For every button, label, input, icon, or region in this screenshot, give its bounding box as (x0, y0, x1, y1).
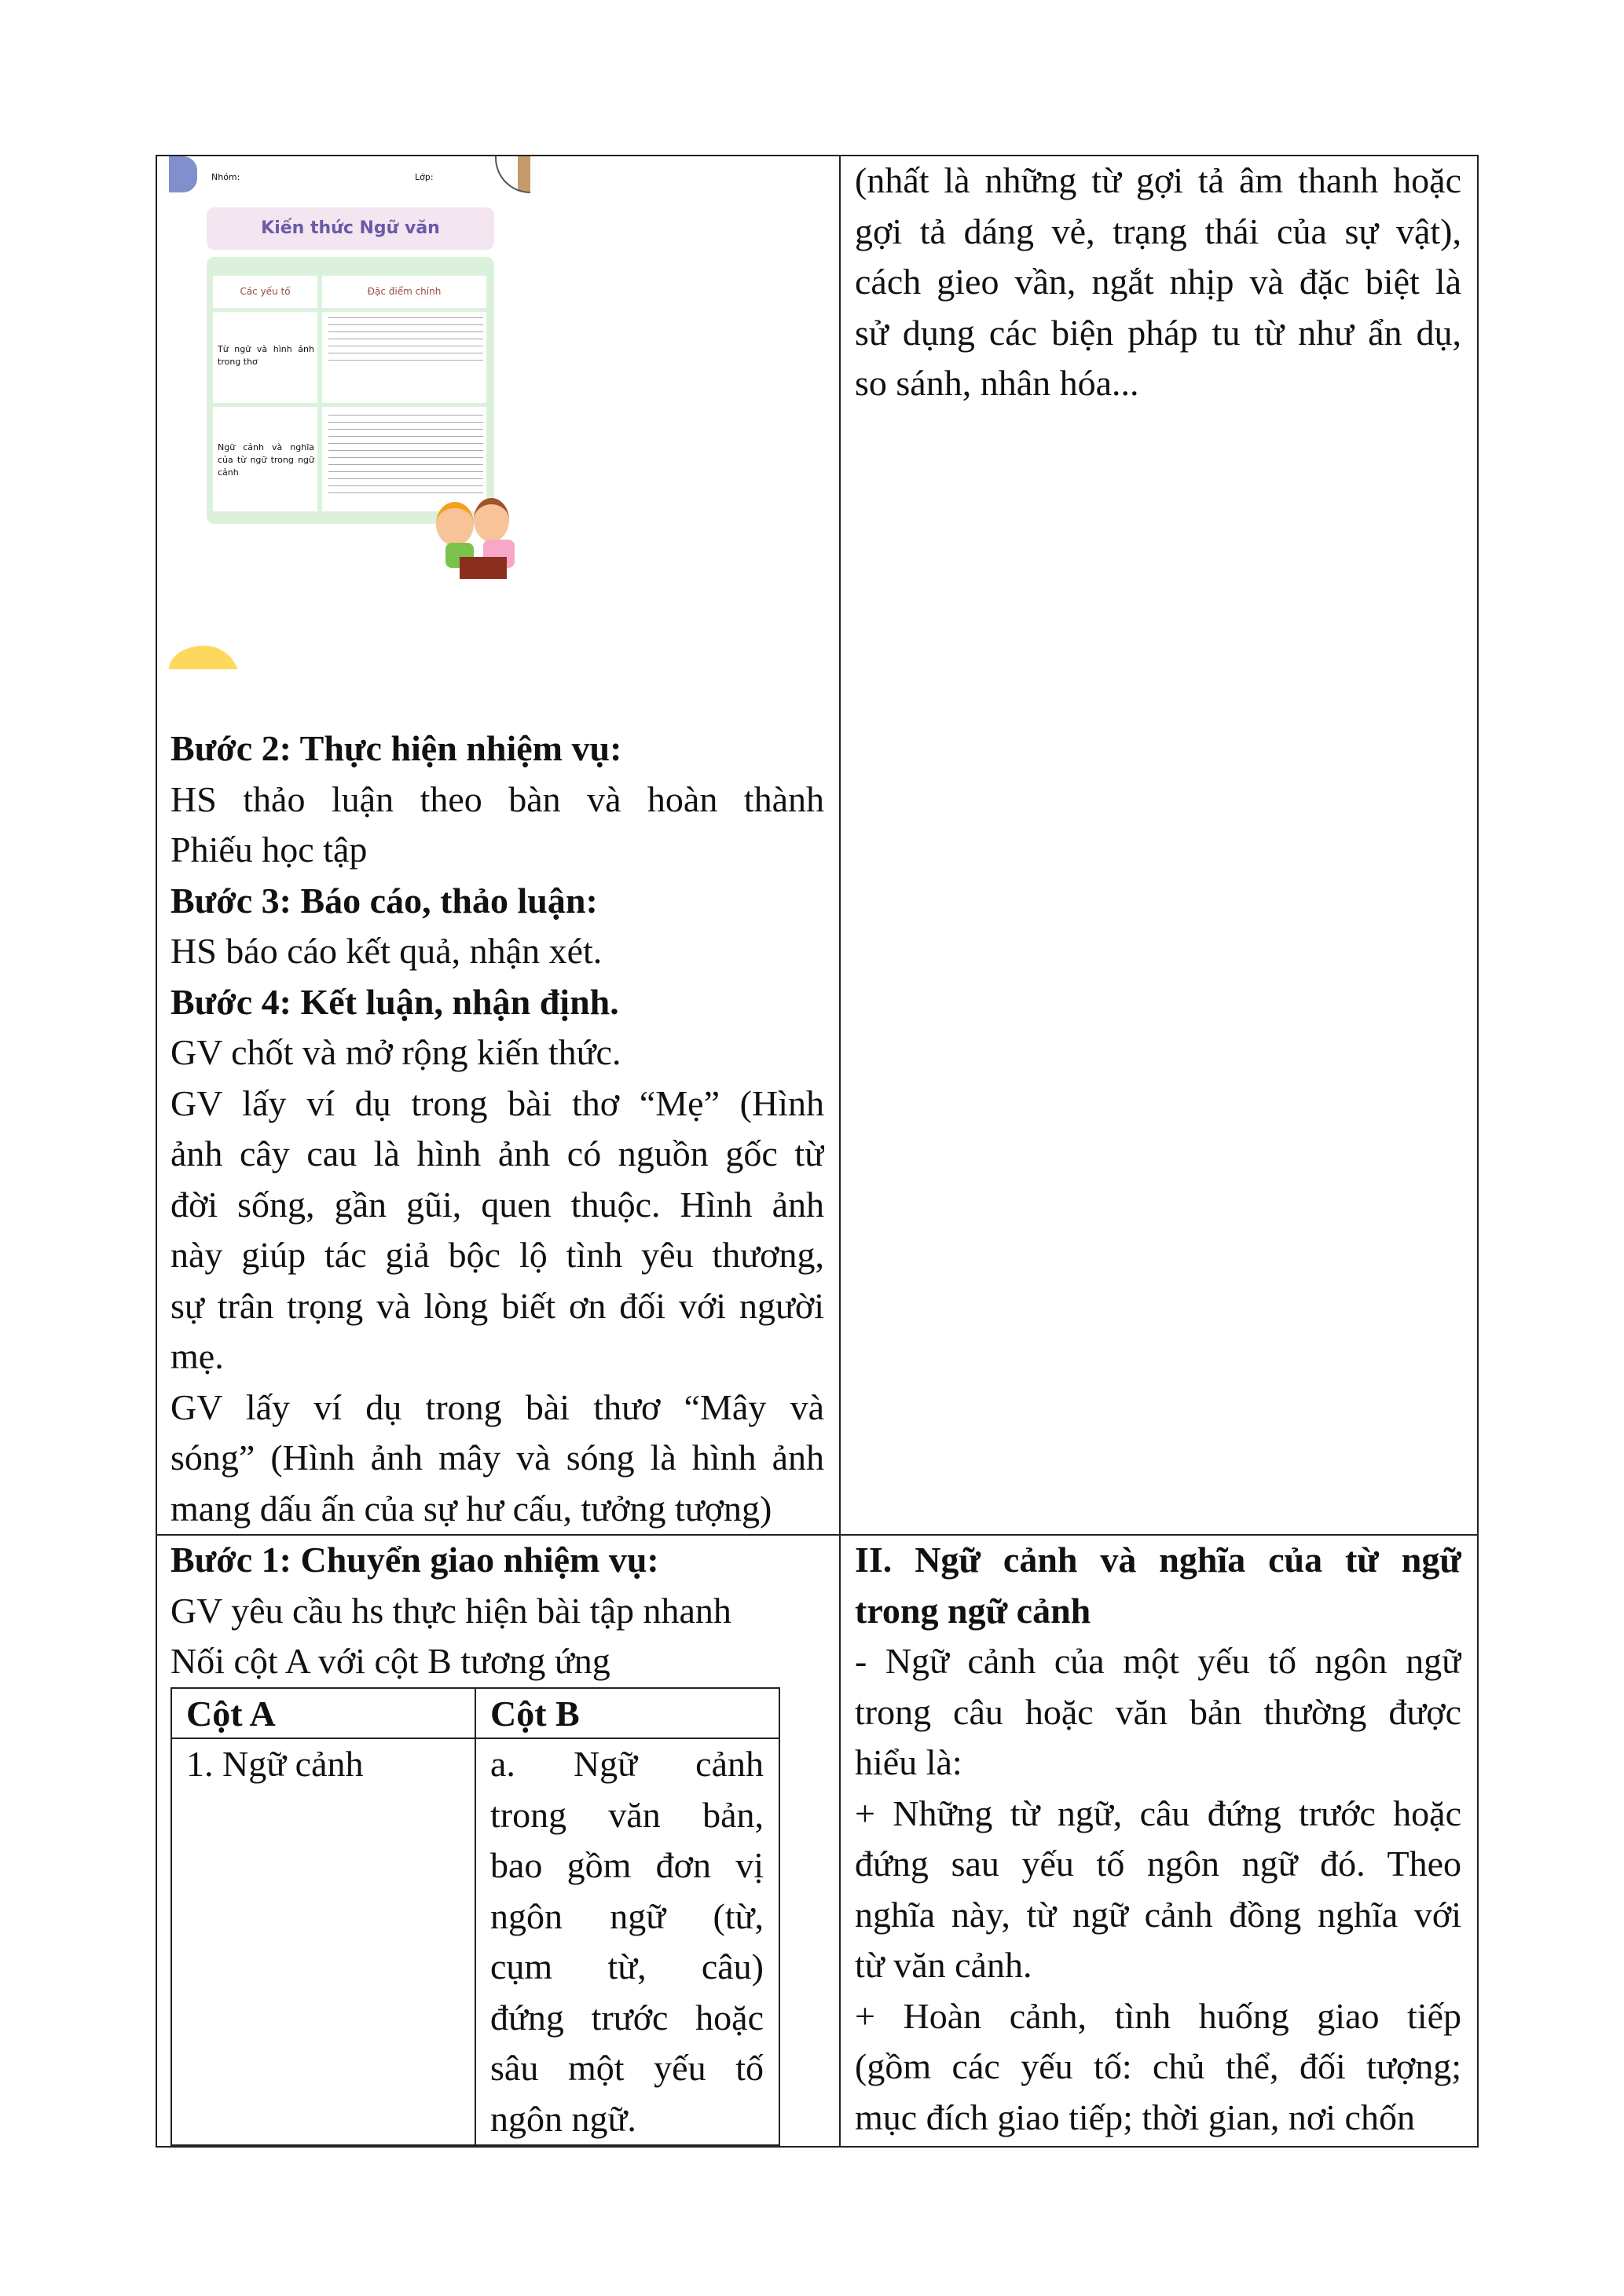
leaf-decoration-icon (495, 156, 530, 193)
heading-line: Bước 1: Chuyển giao nhiệm vụ: (170, 1540, 659, 1580)
text-line: ảnh cây cau là hình ảnh có nguồn gốc từ (170, 1133, 824, 1174)
table-border-bottom (156, 2146, 1479, 2148)
cell-line: sâu một yếu tố (490, 2048, 764, 2088)
text-line: trong câu hoặc văn bản thường được (855, 1691, 1461, 1732)
text-line: mẹ. (170, 1336, 224, 1376)
cell-line: đứng trước hoặc (490, 1997, 764, 2038)
text-line: HS thảo luận theo bàn và hoàn thành (170, 778, 824, 819)
text-line: Phiếu học tập (170, 829, 368, 870)
children-reading-illustration (428, 478, 530, 669)
flower-decoration-icon (169, 156, 197, 192)
text-line: gợi tả dáng vẻ, trạng thái của sự vật), (855, 211, 1461, 251)
text-line: hiểu là: (855, 1742, 962, 1782)
text-line: sử dụng các biện pháp tu từ như ẩn dụ, (855, 312, 1461, 353)
cell-line: a. Ngữ cảnh (490, 1744, 764, 1784)
top-right-cell-text (855, 156, 1461, 409)
text-line: GV yêu cầu hs thực hiện bài tập nhanh (170, 1590, 731, 1631)
cell-line: trong văn bản, (490, 1794, 764, 1835)
sun-decoration-icon (169, 646, 240, 669)
cell-line: 1. Ngữ cảnh (186, 1744, 364, 1784)
worksheet-row-label (213, 312, 317, 403)
heading-line: Bước 2: Thực hiện nhiệm vụ: (170, 728, 622, 768)
text-line: nghĩa này, từ ngữ cảnh đồng nghĩa với (855, 1894, 1461, 1935)
text-line: Nối cột A với cột B tương ứng (170, 1641, 610, 1681)
column-b-header: Cột B (490, 1694, 580, 1734)
worksheet-title: Kiến thức Ngữ văn (261, 218, 440, 238)
column-a-header: Cột A (186, 1694, 276, 1734)
bottom-left-cell-text (170, 1535, 824, 1687)
worksheet-header-text: Các yếu tố (240, 286, 291, 297)
heading-line: Bước 3: Báo cáo, thảo luận: (170, 880, 598, 921)
text-line: mang dấu ấn của sự hư cấu, tưởng tượng) (170, 1488, 772, 1529)
cell-line: bao gồm đơn vị (490, 1845, 764, 1885)
text-line: sóng” (Hình ảnh mây và sóng là hình ảnh (170, 1437, 824, 1478)
heading-line: Bước 4: Kết luận, nhận định. (170, 981, 619, 1022)
worksheet-image (169, 156, 530, 669)
text-line: so sánh, nhân hóa... (855, 363, 1139, 403)
table-border-center (839, 155, 841, 2148)
text-line: GV lấy ví dụ trong bài thươ “Mây và (170, 1386, 824, 1427)
text-line: GV chốt và mở rộng kiến thức. (170, 1032, 621, 1072)
text-line: cách gieo vần, ngắt nhịp và đặc biệt là (855, 262, 1461, 302)
worksheet-row-text: Từ ngữ và hình ảnh trong thơ (218, 344, 314, 367)
table-border-right (1477, 155, 1479, 2148)
text-line: - Ngữ cảnh của một yếu tố ngôn ngữ (855, 1641, 1461, 1681)
cell-line: cụm từ, câu) (490, 1946, 764, 1987)
heading-line: II. Ngữ cảnh và nghĩa của từ ngữ (855, 1540, 1461, 1580)
column-a-content (186, 1739, 461, 1790)
text-line: (nhất là những từ gợi tả âm thanh hoặc (855, 160, 1461, 200)
cell-line: ngôn ngữ (từ, (490, 1895, 764, 1936)
text-line: mục đích giao tiếp; thời gian, nơi chốn (855, 2096, 1415, 2137)
text-line: đời sống, gần gũi, quen thuộc. Hình ảnh (170, 1184, 824, 1225)
worksheet-row-label (213, 407, 317, 511)
worksheet-class-label: Lớp: (415, 172, 434, 182)
text-line: + Hoàn cảnh, tình huống giao tiếp (855, 1995, 1461, 2036)
text-line: sự trân trọng và lòng biết ơn đối với người (170, 1285, 824, 1326)
worksheet-group-label: Nhóm: (211, 172, 240, 182)
text-line: từ văn cảnh. (855, 1945, 1032, 1985)
table-border-left (156, 155, 157, 2148)
worksheet-row-text: Ngữ cảnh và nghĩa của từ ngữ trong ngữ cảnh (218, 442, 314, 478)
worksheet-header-elements (213, 276, 317, 308)
text-line: (gồm các yếu tố: chủ thể, đối tượng; (855, 2046, 1461, 2086)
heading-line: trong ngữ cảnh (855, 1590, 1091, 1631)
text-line: đứng sau yếu tố ngôn ngữ đó. Theo (855, 1844, 1461, 1884)
worksheet-answer-lines (322, 312, 486, 403)
bottom-right-cell-text (855, 1535, 1461, 2143)
text-line: này giúp tác giả bộc lộ tình yêu thương, (170, 1235, 824, 1275)
worksheet-header-features (322, 276, 486, 308)
text-line: + Những từ ngữ, câu đứng trước hoặc (855, 1792, 1461, 1833)
top-left-cell-text (170, 723, 824, 1534)
text-line: GV lấy ví dụ trong bài thơ “Mẹ” (Hình (170, 1082, 824, 1123)
cell-line: ngôn ngữ. (490, 2098, 636, 2139)
worksheet-header-text: Đặc điểm chính (367, 286, 442, 297)
column-b-content (490, 1739, 764, 2144)
text-line: HS báo cáo kết quả, nhận xét. (170, 931, 603, 971)
